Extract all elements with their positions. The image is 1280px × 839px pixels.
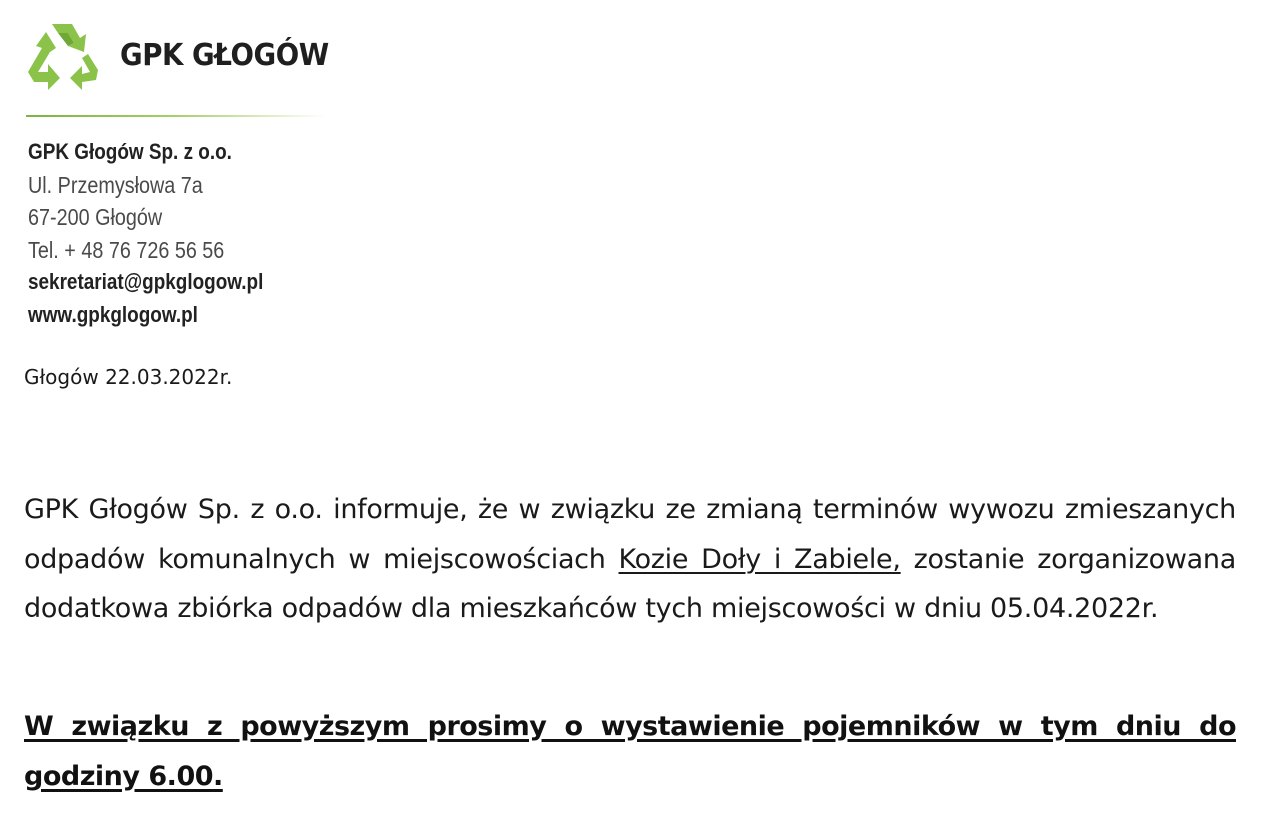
document-date: Głogów 22.03.2022r. (24, 365, 233, 389)
header-divider (26, 115, 326, 117)
website-address: www.gpkglogow.pl (28, 301, 198, 327)
email-address: sekretariat@gpkglogow.pl (28, 269, 264, 294)
logo-wordmark: GPK GŁOGÓW (120, 38, 329, 73)
announcement-paragraph (24, 485, 1236, 634)
recycle-icon (26, 18, 106, 94)
bold-notice: W związku z powyższym prosimy o wystawienie pojemników w tym dniu do godziny 6.00. (24, 711, 1236, 792)
postal-city: 67-200 Głogów (28, 204, 163, 230)
paragraph-text-end: zostanie zorganizowana dodatkowa zbiórka odpadów dla mieszkańców tych miejscowości w dniu 05.04.2022r. (24, 543, 1236, 624)
company-name: GPK Głogów Sp. z o.o. (28, 139, 232, 164)
street-address: Ul. Przemysłowa 7a (28, 171, 203, 198)
paragraph-text-start: GPK Głogów Sp. z o.o. informuje, że w związku ze zmianą terminów wywozu zmieszanych odpadów komunalnych w miejscowościach (24, 494, 1236, 575)
phone-number: Tel. + 48 76 726 56 56 (28, 236, 225, 263)
company-logo (26, 16, 336, 96)
address-block (28, 136, 302, 331)
locations-underlined: Kozie Doły i Zabiele, (618, 543, 901, 575)
